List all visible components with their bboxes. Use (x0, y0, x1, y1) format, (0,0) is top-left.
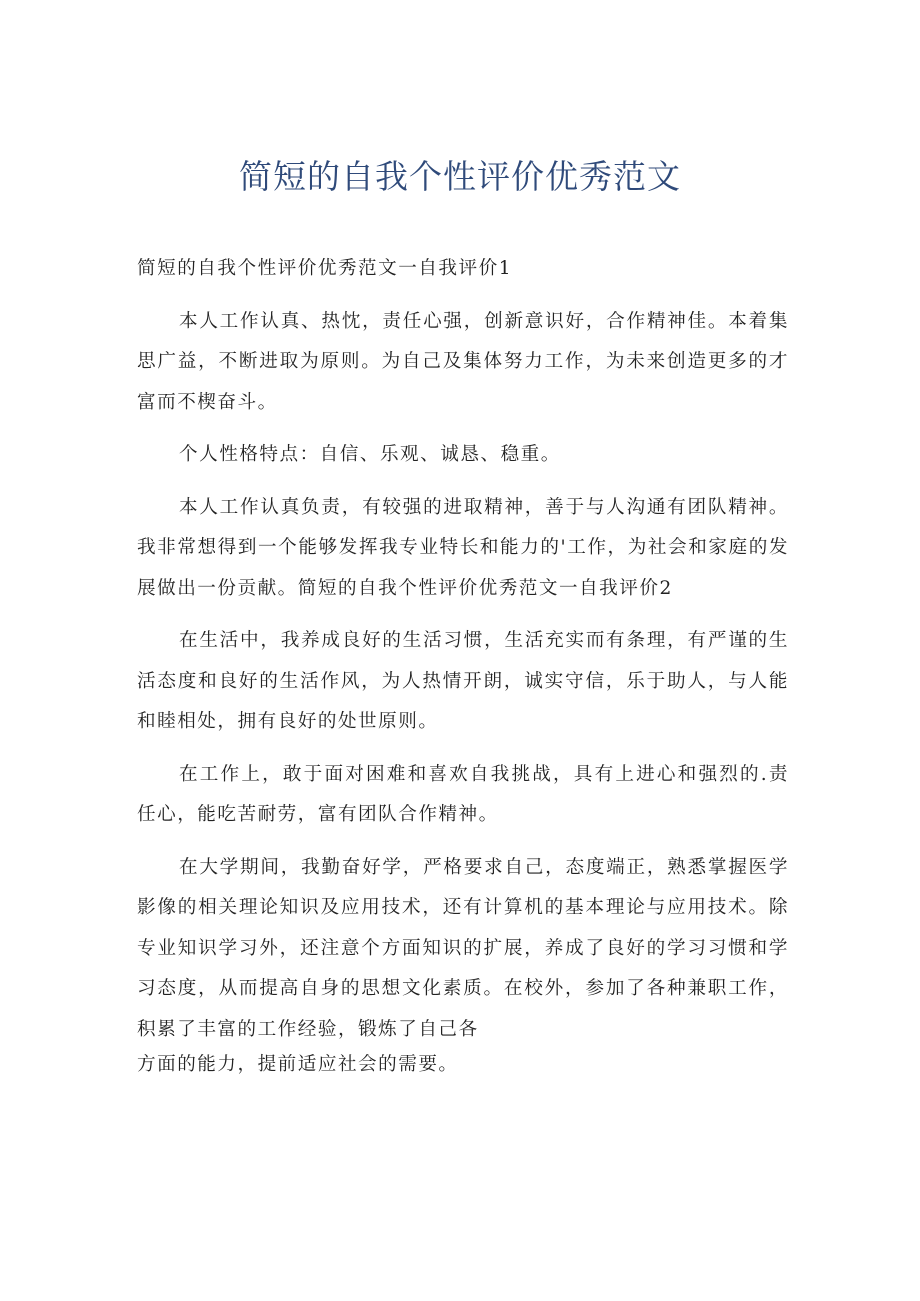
document-title: 简短的自我个性评价优秀范文 (239, 157, 681, 196)
paragraph: 本人工作认真负责，有较强的进取精神，善于与人沟通有团队精神。我非常想得到一个能够发挥我专业特长和能力的'工作，为社会和家庭的发展做出一份贡献。简短的自我个性评价优秀范文一自我评价2 (137, 496, 789, 599)
document-body (137, 249, 789, 1080)
paragraph: 在大学期间，我勤奋好学，严格要求自己，态度端正，熟悉掌握医学影像的相关理论知识及应用技术，还有计算机的基本理论与应用技术。除专业知识学习外，还注意个方面知识的扩展，养成了良好的学习习惯和学习态度，从而提高自身的思想文化素质。在校外，参加了各种兼职工作，积累了丰富的工作经验，锻炼了自己各 (137, 856, 789, 1040)
paragraph: 在工作上，敢于面对困难和喜欢自我挑战，具有上进心和强烈的.责任心，能吃苦耐劳，富有团队合作精神。 (137, 763, 789, 825)
paragraph: 在生活中，我养成良好的生活习惯，生活充实而有条理，有严谨的生活态度和良好的生活作风，为人热情开朗，诚实守信，乐于助人，与人能和睦相处，拥有良好的处世原则。 (137, 630, 789, 732)
paragraph: 个人性格特点：自信、乐观、诚恳、稳重。 (179, 444, 561, 465)
paragraph: 本人工作认真、热忱，责任心强，创新意识好，合作精神佳。本着集思广益，不断进取为原则。为自己及集体努力工作，为未来创造更多的才富而不楔奋斗。 (137, 310, 789, 413)
section-heading: 简短的自我个性评价优秀范文一自我评价1 (137, 258, 513, 279)
paragraph-continuation: 方面的能力，提前适应社会的需要。 (137, 1054, 459, 1075)
